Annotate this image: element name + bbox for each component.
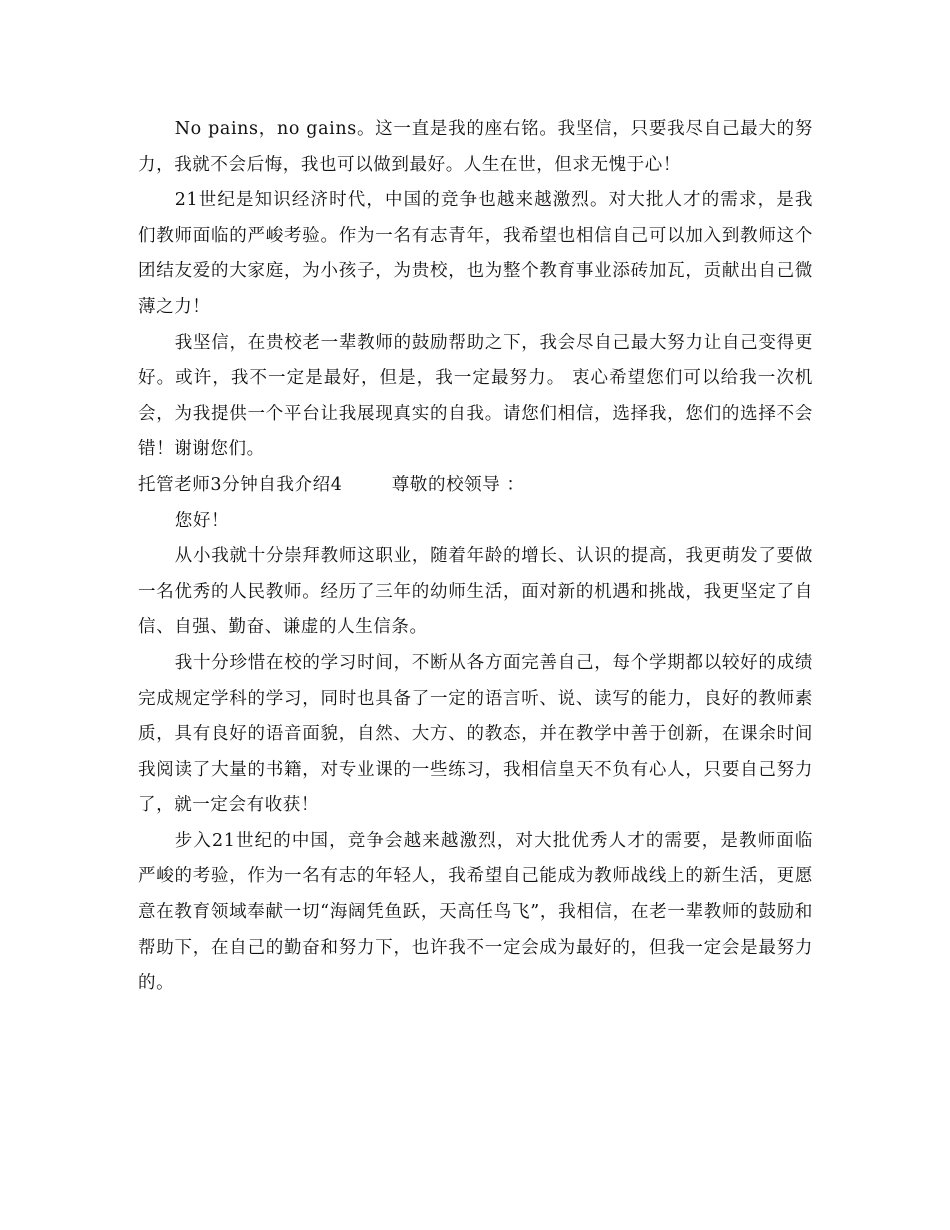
paragraph-childhood: 从小我就十分崇拜教师这职业，随着年龄的增长、认识的提高，我更萌发了要做一名优秀的人民教师。经历了三年的幼师生活，面对新的机遇和挑战，我更坚定了自信、自强、勤奋、谦虚的人生信条。 [138,546,813,638]
paragraph-study: 我十分珍惜在校的学习时间，不断从各方面完善自己，每个学期都以较好的成绩完成规定学科的学习，同时也具备了一定的语言听、说、读写的能力，良好的教师素质，具有良好的语音面貌，自然、大方、的教态，并在教学中善于创新，在课余时间我阅读了大量的书籍，对专业课的一些练习，我相信皇天不负有心人，只要自己努力了，就一定会有收获！ [138,652,813,816]
document-body [138,112,813,1002]
paragraph-aspiration: 步入21世纪的中国，竞争会越来越激烈，对大批优秀人才的需要，是教师面临严峻的考验，作为一名有志的年轻人，我希望自己能成为教师战线上的新生活，更愿意在教育领域奉献一切“海阔凭鱼跃，天高任鸟飞”，我相信，在老一辈教师的鼓励和帮助下，在自己的勤奋和努力下，也许我不一定会成为最好的，但我一定会是最努力的。 [138,830,813,994]
greeting: 您好！ [174,510,230,531]
section-heading: 托管老师3分钟自我介绍4 尊敬的校领导 ： [138,474,525,495]
paragraph-motto: No pains，no gains。这一直是我的座右铭。我坚信，只要我尽自己最大的努力，我就不会后悔，我也可以做到最好。人生在世，但求无愧于心！ [138,119,813,175]
paragraph-belief: 我坚信，在贵校老一辈教师的鼓励帮助之下，我会尽自己最大努力让自己变得更好。或许，我不一定是最好，但是，我一定最努力。 衷心希望您们可以给我一次机会，为我提供一个平台让我展现真实的自我。请您们相信，选择我，您们的选择不会错！谢谢您们。 [138,332,813,460]
paragraph-21st-century: 21世纪是知识经济时代，中国的竞争也越来越激烈。对大批人才的需求，是我们教师面临的严峻考验。作为一名有志青年，我希望也相信自己可以加入到教师这个团结友爱的大家庭，为小孩子，为贵校，也为整个教育事业添砖加瓦，贡献出自己微薄之力！ [138,190,813,317]
